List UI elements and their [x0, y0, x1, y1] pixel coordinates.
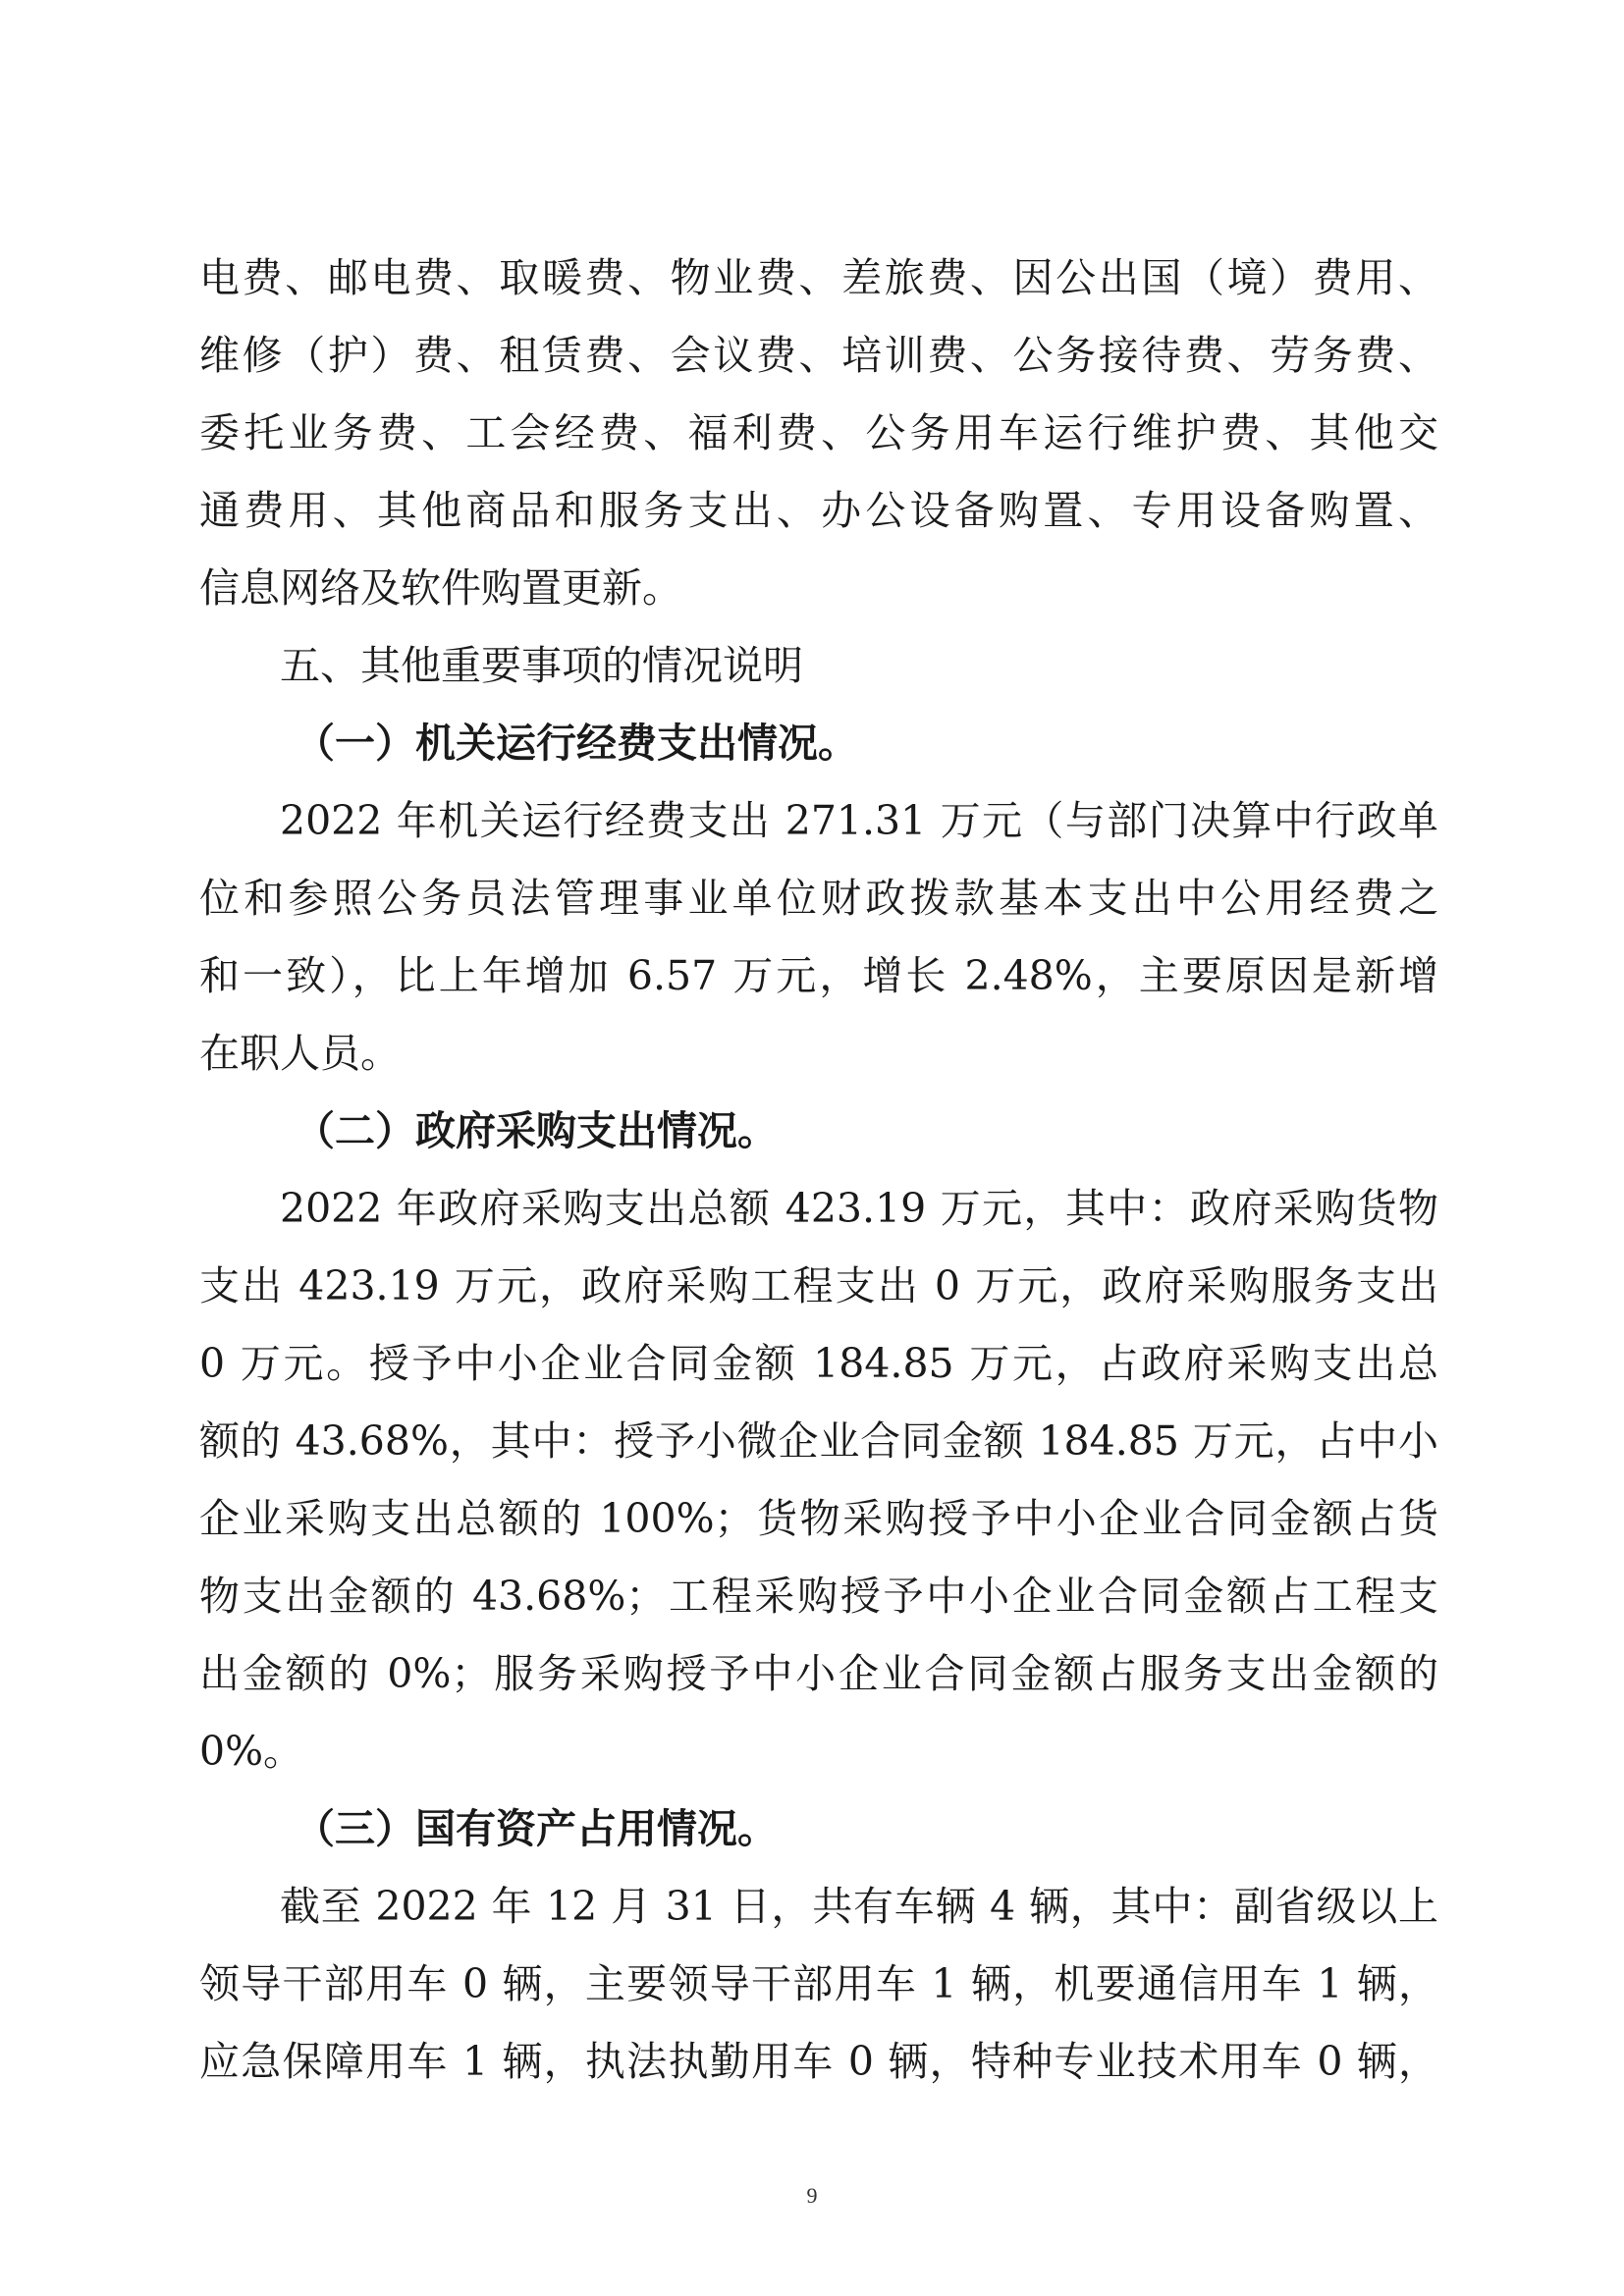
- paragraph-line: 维修（护）费、租赁费、会议费、培训费、公务接待费、劳务费、: [199, 332, 1438, 379]
- paragraph-line: 物支出金额的 43.68%；工程采购授予中小企业合同金额占工程支: [199, 1573, 1438, 1620]
- paragraph-line: 额的 43.68%，其中：授予小微企业合同金额 184.85 万元，占中小: [199, 1417, 1438, 1465]
- paragraph-line: 支出 423.19 万元，政府采购工程支出 0 万元，政府采购服务支出: [199, 1262, 1438, 1309]
- subsection-heading: （二）政府采购支出情况。: [295, 1107, 778, 1154]
- paragraph-line: 2022 年政府采购支出总额 423.19 万元，其中：政府采购货物: [280, 1185, 1438, 1232]
- paragraph-line: 电费、邮电费、取暖费、物业费、差旅费、因公出国（境）费用、: [199, 254, 1438, 301]
- paragraph-line: 位和参照公务员法管理事业单位财政拨款基本支出中公用经费之: [199, 875, 1438, 922]
- paragraph-line: 和一致），比上年增加 6.57 万元，增长 2.48%，主要原因是新增: [199, 952, 1438, 999]
- section-heading: 五、其他重要事项的情况说明: [280, 642, 803, 689]
- paragraph-line: 领导干部用车 0 辆，主要领导干部用车 1 辆，机要通信用车 1 辆，: [199, 1960, 1438, 2007]
- paragraph-line: 2022 年机关运行经费支出 271.31 万元（与部门决算中行政单: [280, 797, 1438, 844]
- paragraph-line: 0%。: [199, 1728, 304, 1775]
- paragraph-line: 通费用、其他商品和服务支出、办公设备购置、专用设备购置、: [199, 487, 1438, 534]
- paragraph-line: 出金额的 0%；服务采购授予中小企业合同金额占服务支出金额的: [199, 1650, 1438, 1697]
- subsection-heading: （一）机关运行经费支出情况。: [295, 720, 858, 767]
- paragraph-line: 在职人员。: [199, 1030, 401, 1077]
- page-number: 9: [806, 2183, 818, 2208]
- paragraph-line: 0 万元。授予中小企业合同金额 184.85 万元，占政府采购支出总: [199, 1340, 1438, 1387]
- paragraph-line: 信息网络及软件购置更新。: [199, 564, 682, 612]
- paragraph-line: 委托业务费、工会经费、福利费、公务用车运行维护费、其他交: [199, 409, 1438, 456]
- paragraph-line: 应急保障用车 1 辆，执法执勤用车 0 辆，特种专业技术用车 0 辆，: [199, 2038, 1438, 2085]
- paragraph-line: 企业采购支出总额的 100%；货物采购授予中小企业合同金额占货: [199, 1495, 1438, 1542]
- paragraph-line: 截至 2022 年 12 月 31 日，共有车辆 4 辆，其中：副省级以上: [280, 1883, 1438, 1930]
- subsection-heading: （三）国有资产占用情况。: [295, 1805, 778, 1852]
